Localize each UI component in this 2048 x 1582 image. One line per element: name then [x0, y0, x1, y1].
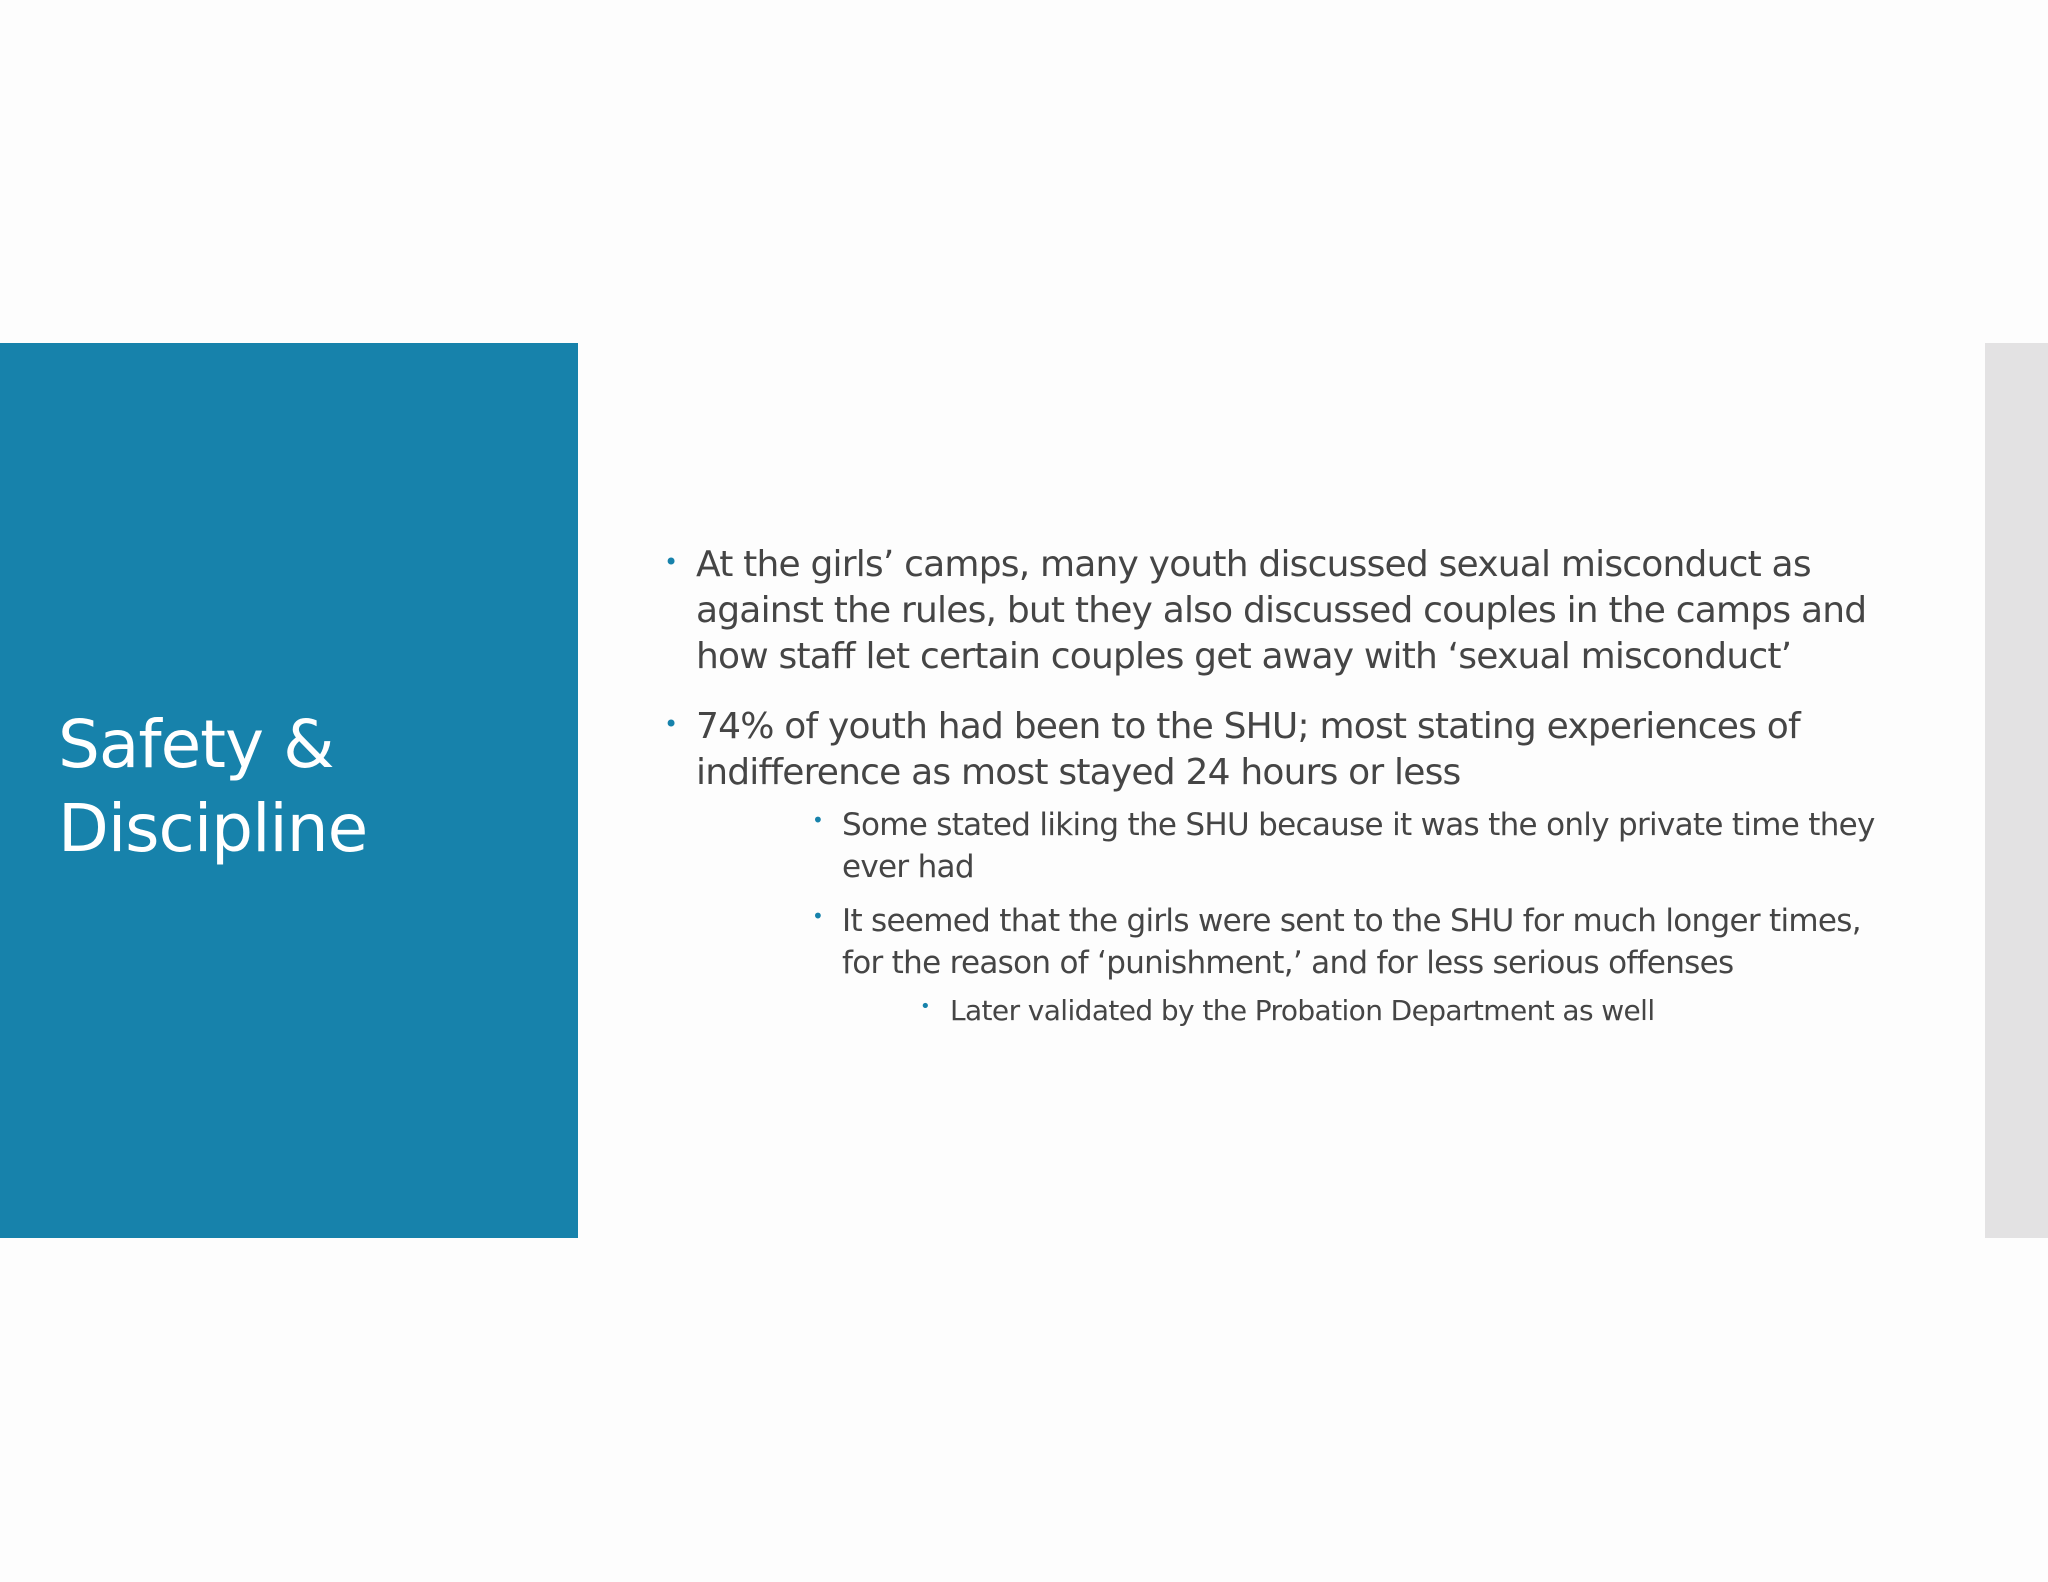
sub-bullet-text: Some stated liking the SHU because it was the only private time they ever had	[842, 807, 1875, 885]
bullet-list	[664, 542, 1884, 1030]
bullet-dot-icon: •	[664, 548, 678, 576]
sub-bullet-item	[812, 900, 1884, 1030]
slide-title	[58, 703, 558, 871]
bullet-dot-icon: •	[664, 710, 678, 738]
right-edge-panel	[1985, 343, 2048, 1238]
bullet-text: 74% of youth had been to the SHU; most stating experiences of indifference as most stayed 24 hours or less	[696, 706, 1800, 793]
sub-sub-bullet-item	[920, 992, 1884, 1030]
bullet-text: At the girls’ camps, many youth discussed sexual misconduct as against the rules, but they also discussed couples in the camps and how staff let certain couples get away with ‘sexual misconduct’	[696, 544, 1867, 677]
bullet-item	[664, 704, 1884, 1030]
sub-sub-bullet-list	[920, 992, 1884, 1030]
sub-bullet-item	[812, 804, 1884, 888]
sub-sub-bullet-text: Later validated by the Probation Department as well	[950, 994, 1655, 1027]
sub-bullet-text: It seemed that the girls were sent to the SHU for much longer times, for the reason of ‘punishment,’ and for less serious offenses	[842, 903, 1861, 981]
bullet-dot-icon: •	[812, 904, 824, 928]
slide-content	[664, 542, 1884, 1030]
slide-title-line-2: Discipline	[58, 790, 368, 867]
slide-title-line-1: Safety &	[58, 706, 334, 783]
bullet-item	[664, 542, 1884, 680]
sub-bullet-list	[812, 804, 1884, 1030]
bullet-dot-icon: •	[812, 808, 824, 832]
bullet-dot-icon: •	[920, 996, 931, 1017]
